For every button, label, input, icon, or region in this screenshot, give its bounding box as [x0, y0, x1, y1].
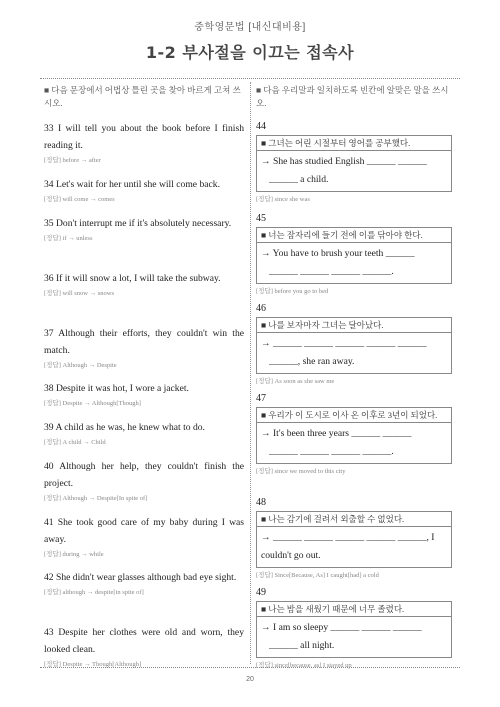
- question-42: [44, 569, 244, 596]
- question-text: 34 Let's wait for her until she will come back.: [44, 179, 220, 190]
- question-34: [44, 176, 244, 203]
- question-text: 38 Despite it was hot, I wore a jacket.: [44, 383, 189, 394]
- item-47: [256, 392, 452, 475]
- question-text: 35 Don't interrupt me if it's absolutely necessary.: [44, 218, 232, 229]
- korean-prompt: ■ 나를 보자마자 그녀는 달아났다.: [256, 317, 452, 333]
- question-text: 37 Although their efforts, they couldn't win the match.: [44, 328, 244, 356]
- answer-box: [256, 333, 452, 374]
- question-text: 43 Despite her clothes were old and worn, they looked clean.: [44, 627, 244, 655]
- page-number: 20: [246, 676, 254, 683]
- question-38: [44, 380, 244, 407]
- item-answer: [정답] since she was: [256, 196, 310, 203]
- bottom-divider: [40, 667, 460, 668]
- korean-prompt: ■ 너는 잠자리에 들기 전에 이를 닦아야 한다.: [256, 227, 452, 243]
- item-45: [256, 212, 452, 295]
- answer-line: → I am so sleepy ______ ______ ______: [261, 622, 422, 633]
- answer-box: [256, 617, 452, 658]
- question-answer: [정답] before → after: [44, 157, 101, 164]
- item-number: 44: [256, 121, 266, 132]
- item-48: [256, 496, 452, 579]
- question-answer: [정답] will come → comes: [44, 196, 115, 203]
- question-answer: [정답] if → unless: [44, 235, 93, 242]
- answer-line: → You have to brush your teeth ______: [261, 248, 415, 259]
- item-answer: [정답] As soon as she saw me: [256, 378, 335, 385]
- question-text: 42 She didn't wear glasses although bad eye sight.: [44, 572, 237, 583]
- left-instruction: ■ 다음 문장에서 어법상 틀린 곳을 찾아 바르게 고쳐 쓰시오.: [44, 85, 241, 108]
- answer-box: [256, 527, 452, 568]
- question-answer: [정답] Despite → Although[Though]: [44, 400, 141, 407]
- question-text: 41 She took good care of my baby during I was away.: [44, 517, 244, 545]
- answer-line: ______ ______ ______ ______.: [269, 446, 394, 457]
- book-subject: 중학영문법 [내신대비용]: [194, 22, 306, 33]
- answer-line: ______, she ran away.: [269, 356, 355, 367]
- answer-line: → ______ ______ ______ ______ ______, I: [261, 532, 435, 543]
- question-36: [44, 270, 244, 297]
- question-answer: [정답] Despite → Though[Although]: [44, 661, 142, 668]
- page-header: [0, 18, 500, 63]
- item-44: [256, 120, 452, 203]
- answer-line: → She has studied English ______ ______: [261, 156, 427, 167]
- question-35: [44, 215, 244, 242]
- column-divider: [250, 82, 251, 664]
- question-33: [44, 120, 244, 164]
- question-answer: [정답] although → despite[in spite of]: [44, 589, 144, 596]
- answer-box: [256, 243, 452, 284]
- item-number: 47: [256, 393, 266, 404]
- question-answer: [정답] Although → Despite[In spite of]: [44, 495, 148, 502]
- korean-prompt: ■ 그녀는 어린 시절부터 영어를 공부했다.: [256, 135, 452, 151]
- right-instruction: ■ 다음 우리말과 일치하도록 빈칸에 알맞은 말을 쓰시오.: [256, 85, 449, 108]
- korean-prompt: ■ 나는 밤을 새웠기 때문에 너무 졸렸다.: [256, 601, 452, 617]
- item-number: 49: [256, 587, 266, 598]
- item-46: [256, 302, 452, 385]
- item-49: [256, 586, 452, 669]
- item-number: 48: [256, 497, 266, 508]
- question-answer: [정답] A child → Child: [44, 439, 106, 446]
- question-text: 40 Although her help, they couldn't finish the project.: [44, 461, 244, 489]
- question-text: 33 I will tell you about the book before I finish reading it.: [44, 123, 244, 151]
- question-41: [44, 514, 244, 558]
- item-answer: [정답] before you go to bed: [256, 288, 329, 295]
- answer-line: ______ a child.: [269, 174, 329, 185]
- item-answer: [정답] Since[Because, As] I caught[had] a cold: [256, 572, 379, 579]
- item-number: 46: [256, 303, 266, 314]
- answer-line: ______ all night.: [269, 640, 335, 651]
- question-text: 39 A child as he was, he knew what to do.: [44, 422, 205, 433]
- question-40: [44, 458, 244, 502]
- page-title: 1-2 부사절을 이끄는 접속사: [145, 43, 355, 62]
- answer-line: → ______ ______ ______ ______ ______: [261, 338, 427, 349]
- question-text: 36 If it will snow a lot, I will take the subway.: [44, 273, 221, 284]
- answer-line: couldn't go out.: [261, 550, 321, 561]
- item-answer: [정답] since we moved to this city: [256, 468, 346, 475]
- korean-prompt: ■ 우리가 이 도시로 이사 온 이후로 3년이 되었다.: [256, 407, 452, 423]
- top-divider: [40, 78, 460, 79]
- answer-box: [256, 423, 452, 464]
- question-39: [44, 419, 244, 446]
- question-answer: [정답] Although → Despite: [44, 362, 117, 369]
- item-number: 45: [256, 213, 266, 224]
- answer-line: ______ ______ ______ ______.: [269, 266, 394, 277]
- right-column: [256, 84, 452, 669]
- answer-line: → It's been three years ______ ______: [261, 428, 412, 439]
- question-answer: [정답] during → while: [44, 551, 104, 558]
- item-answer: [정답] since[because, as] I stayed up: [256, 662, 352, 669]
- left-column: [44, 84, 244, 668]
- question-37: [44, 325, 244, 369]
- answer-box: [256, 151, 452, 192]
- question-43: [44, 624, 244, 668]
- korean-prompt: ■ 나는 감기에 걸려서 외출할 수 없었다.: [256, 511, 452, 527]
- question-answer: [정답] will snow → snows: [44, 290, 114, 297]
